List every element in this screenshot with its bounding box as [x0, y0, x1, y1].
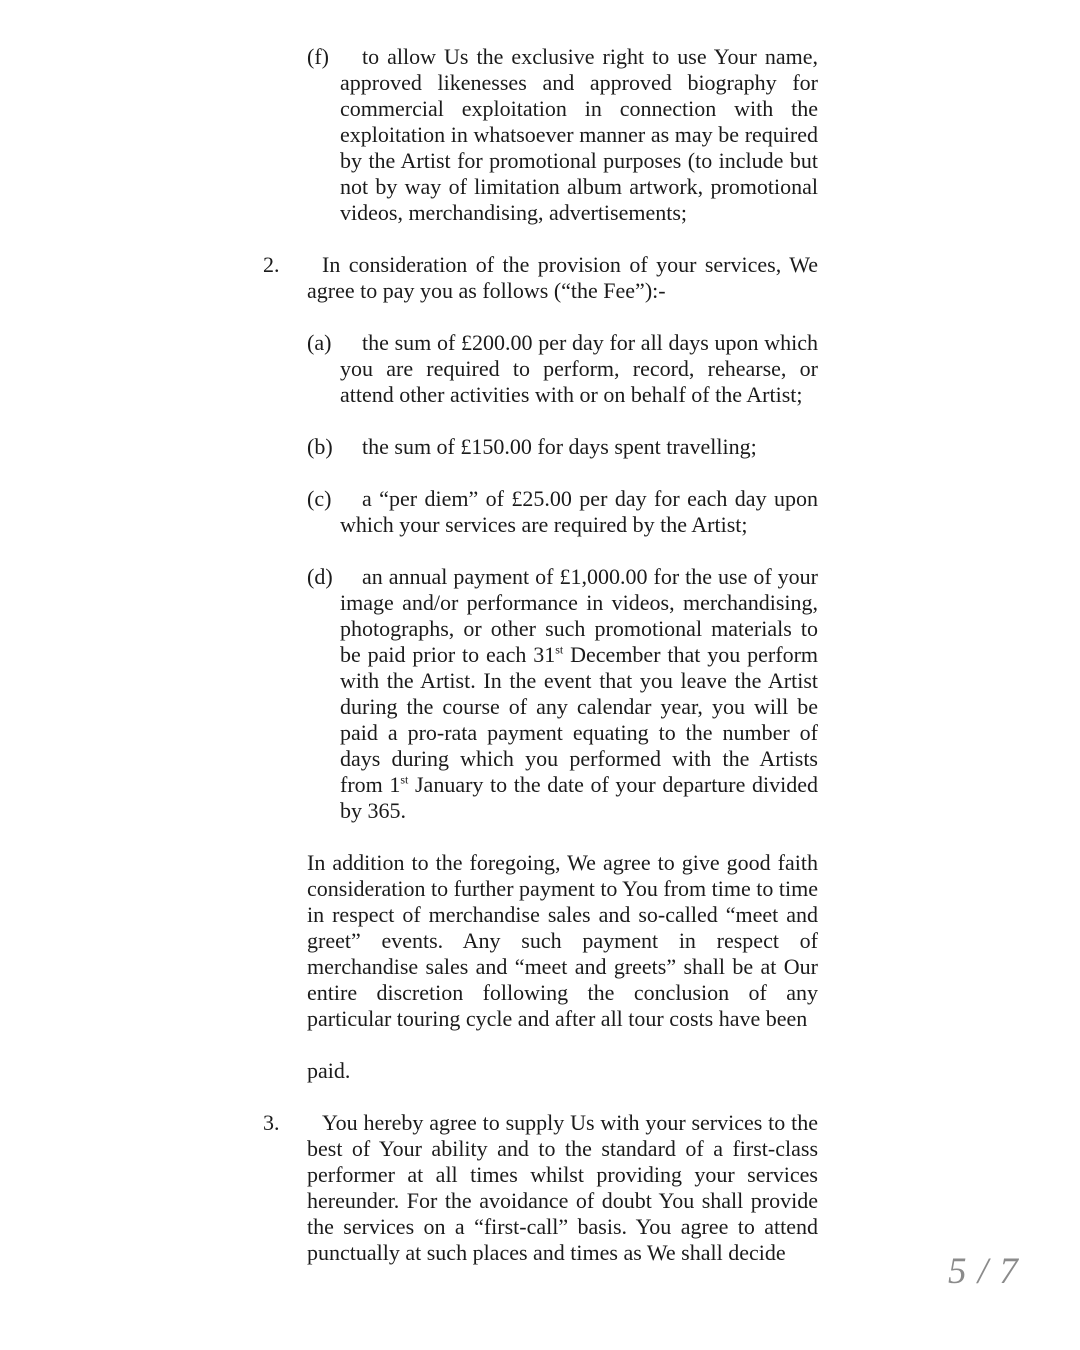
clause-d-superscript-st-1: st	[555, 642, 564, 657]
clause-b-text: the sum of £150.00 for days spent travelling;	[362, 434, 757, 459]
clause-d-text-part2: December that you perform with the Artist. In the event that you leave the Artist during the course of any calendar year, you will be paid a pro-rata payment equating to the number of days during which you performed with the Artists from 1	[340, 642, 819, 797]
clause-3-text: You hereby agree to supply Us with your services to the best of Your ability and to the standard of a first-class performer at all times whilst providing your services hereunder. For the avoidance of doubt You shall provide the services on a “first-call” basis. You agree to attend punctually at such places and times as We shall decide	[307, 1110, 818, 1265]
clause-3	[263, 1110, 818, 1266]
contract-page-body	[0, 44, 1080, 1292]
clause-d	[307, 564, 819, 824]
paragraph-paid: paid.	[307, 1058, 351, 1083]
clause-f-marker: (f)	[307, 44, 329, 69]
clause-c-text: a “per diem” of £25.00 per day for each day upon which your services are required by the Artist;	[340, 486, 818, 537]
clause-2	[263, 252, 818, 304]
clause-d-text-part3: January to the date of your departure divided by 365.	[340, 772, 818, 823]
page-number: 5 / 7	[948, 1251, 1019, 1292]
clause-2-marker: 2.	[263, 252, 280, 277]
clause-3-marker: 3.	[263, 1110, 280, 1135]
clause-a-text: the sum of £200.00 per day for all days upon which you are required to perform, record, rehearse, or attend other activities with or on behalf of the Artist;	[340, 330, 818, 407]
clause-a-marker: (a)	[307, 330, 332, 355]
clause-c	[307, 486, 818, 538]
clause-b	[307, 434, 818, 460]
clause-a	[307, 330, 818, 408]
clause-f	[307, 44, 818, 226]
clause-c-marker: (c)	[307, 486, 332, 511]
paragraph-further-payment: In addition to the foregoing, We agree to give good faith consideration to further payment to You from time to time in respect of merchandise sales and so-called “meet and greet” events. Any such payment in respect of merchandise sales and “meet and greets” shall be at Our entire discretion following the conclusion of any particular touring cycle and after all tour costs have been	[307, 850, 818, 1031]
clause-d-marker: (d)	[307, 564, 333, 589]
clause-f-text: to allow Us the exclusive right to use Your name, approved likenesses and approved biography for commercial exploitation in connection with the exploitation in whatsoever manner as may be required by the Artist for promotional purposes (to include but not by way of limitation album artwork, promotional videos, merchandising, advertisements;	[340, 44, 818, 225]
clause-b-marker: (b)	[307, 434, 333, 459]
clause-d-superscript-st-2: st	[400, 772, 409, 787]
clause-d-text-part1: an annual payment of £1,000.00 for the use of your image and/or performance in videos, merchandising, photographs, or other such promotional materials to be paid prior to each 31	[340, 564, 818, 667]
clause-2-text: In consideration of the provision of your services, We agree to pay you as follows (“the Fee”):-	[307, 252, 818, 303]
clause-d-text	[340, 564, 818, 823]
